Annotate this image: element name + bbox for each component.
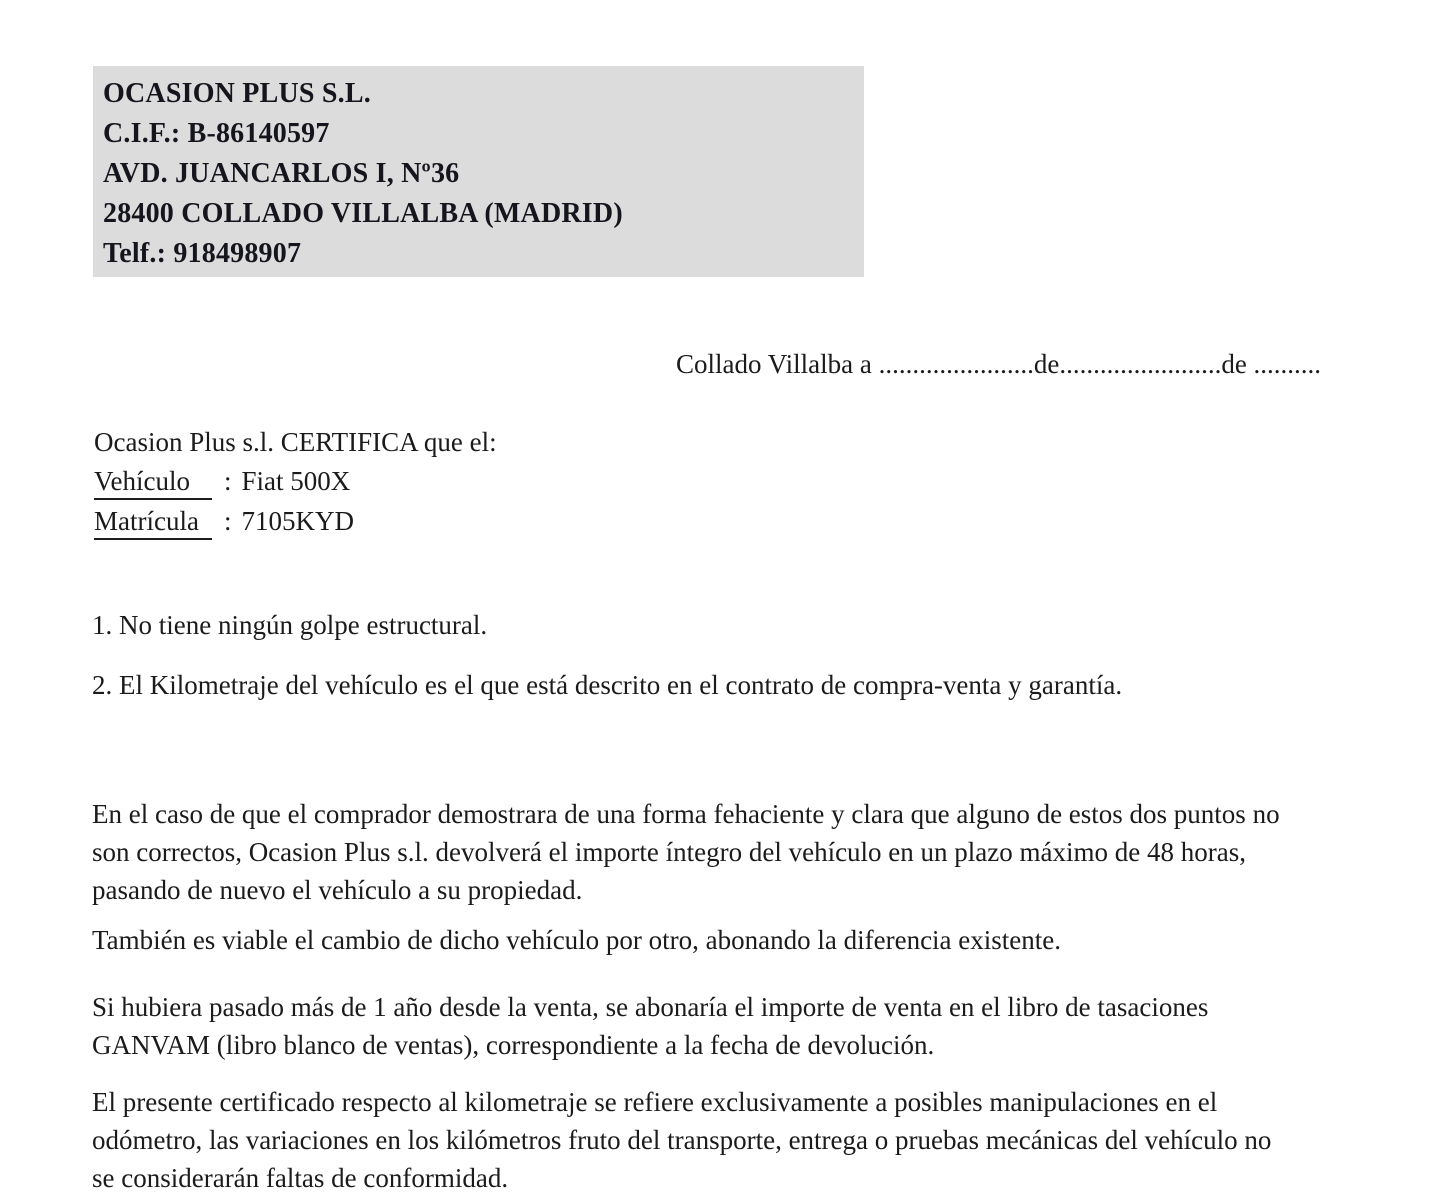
paragraph-refund [92,795,1280,909]
plate-value: 7105KYD [241,506,355,536]
paragraph-refund-line-1: En el caso de que el comprador demostrara de una forma fehaciente y clara que alguno de estos dos puntos no [92,799,1280,829]
plate-label: Matrícula [94,506,212,540]
plate-field [94,506,354,540]
statement-1: 1. No tiene ningún golpe estructural. [92,610,488,640]
paragraph-ganvam [92,988,1208,1064]
company-phone: Telf.: 918498907 [103,238,302,269]
vehicle-label: Vehículo [94,466,212,500]
company-cif: C.I.F.: B-86140597 [103,118,330,149]
date-line: Collado Villalba a .......................de........................de .......... [676,349,1322,379]
paragraph-odometer-line-2: odómetro, las variaciones en los kilómetros fruto del transporte, entrega o pruebas mecánicas del vehículo no [92,1125,1272,1155]
company-address: AVD. JUANCARLOS I, Nº36 [103,158,460,189]
vehicle-field [94,466,350,500]
plate-separator: : [224,506,232,536]
paragraph-exchange [92,921,1061,959]
paragraph-exchange-line-1: También es viable el cambio de dicho vehículo por otro, abonando la diferencia existente. [92,925,1062,955]
paragraph-odometer-line-1: El presente certificado respecto al kilometraje se refiere exclusivamente a posibles manipulaciones en el [92,1087,1218,1117]
paragraph-refund-line-3: pasando de nuevo el vehículo a su propiedad. [92,875,583,905]
company-city: 28400 COLLADO VILLALBA (MADRID) [103,198,623,229]
vehicle-value: Fiat 500X [241,466,351,496]
statement-2: 2. El Kilometraje del vehículo es el que está descrito en el contrato de compra-venta y garantía. [92,670,1123,700]
paragraph-ganvam-line-2: GANVAM (libro blanco de ventas), correspondiente a la fecha de devolución. [92,1030,935,1060]
certify-intro: Ocasion Plus s.l. CERTIFICA que el: [94,427,497,457]
company-info-box [93,66,864,277]
paragraph-refund-line-2: son correctos, Ocasion Plus s.l. devolverá el importe íntegro del vehículo en un plazo máximo de 48 horas, [92,837,1246,867]
paragraph-odometer-line-3: se considerarán faltas de conformidad. [92,1163,509,1193]
paragraph-odometer [92,1083,1271,1197]
paragraph-ganvam-line-1: Si hubiera pasado más de 1 año desde la venta, se abonaría el importe de venta en el libro de tasaciones [92,992,1209,1022]
vehicle-separator: : [224,466,232,496]
company-name: OCASION PLUS S.L. [103,78,371,109]
